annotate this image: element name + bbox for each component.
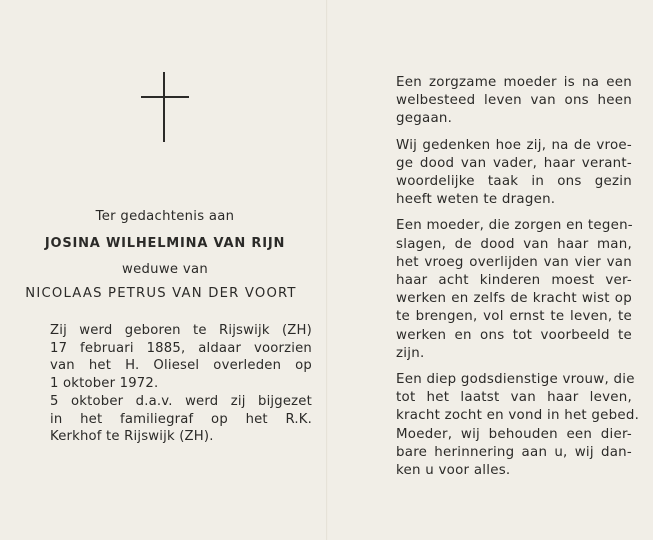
spouse-name: NICOLAAS PETRUS VAN DER VOORT: [25, 286, 297, 301]
text-line: Een diep godsdienstige vrouw, die: [396, 372, 635, 388]
text-line: 5 oktober d.a.v. werd zij bijgezet: [50, 394, 312, 409]
relation-label: weduwe van: [122, 262, 208, 277]
text-line: werken en zelfs de kracht wist op: [396, 291, 632, 307]
text-line: ken u voor alles.: [396, 463, 511, 479]
text-line: welbesteed leven van ons heen: [396, 93, 632, 109]
text-line: bare herinnering aan u, wij dan-: [396, 444, 632, 460]
paragraph: [396, 371, 640, 480]
text-line: Een zorgzame moeder is na een: [396, 75, 632, 90]
text-line: te brengen, vol ernst te leven, te: [396, 309, 632, 325]
text-line: zijn.: [396, 345, 425, 361]
text-line: Wij gedenken hoe zij, na de vroe-: [396, 137, 632, 153]
text-line: slagen, de dood van haar man,: [396, 236, 632, 252]
deceased-name: JOSINA WILHELMINA VAN RIJN: [44, 236, 286, 251]
paragraph: [396, 74, 632, 129]
text-line: Moeder, wij behouden een dier-: [396, 426, 632, 442]
text-line: haar acht kinderen moest ver-: [396, 273, 632, 289]
left-panel: [0, 0, 326, 540]
text-line: in het familiegraf op het R.K.: [50, 411, 312, 427]
text-line: Zij werd geboren te Rijswijk (ZH): [50, 323, 312, 338]
text-line: werken en ons tot voorbeeld te: [396, 327, 632, 343]
text-line: tot het laatst van haar leven,: [396, 390, 632, 406]
memorial-heading: Ter gedachtenis aan: [95, 209, 235, 224]
paragraph: [396, 217, 632, 363]
text-line: Kerkhof te Rijswijk (ZH).: [50, 429, 214, 444]
text-line: het vroeg overlijden van vier van: [396, 254, 632, 270]
text-line: Een moeder, die zorgen en tegen-: [396, 218, 633, 234]
text-line: kracht zocht en vond in het gebed.: [396, 408, 640, 424]
birth-death-text: [50, 322, 312, 392]
burial-text: [50, 393, 312, 446]
right-panel: [396, 74, 640, 488]
text-line: gegaan.: [396, 111, 453, 127]
text-line: ge dood van vader, haar verant-: [396, 155, 632, 171]
text-line: woordelijke taak in ons gezin: [396, 174, 632, 190]
text-line: van het H. Oliesel overleden op: [50, 358, 312, 373]
text-line: heeft weten te dragen.: [396, 192, 556, 208]
text-line: 17 februari 1885, aldaar voorzien: [50, 340, 312, 356]
paragraph: [396, 137, 632, 210]
text-line: 1 oktober 1972.: [50, 375, 159, 391]
